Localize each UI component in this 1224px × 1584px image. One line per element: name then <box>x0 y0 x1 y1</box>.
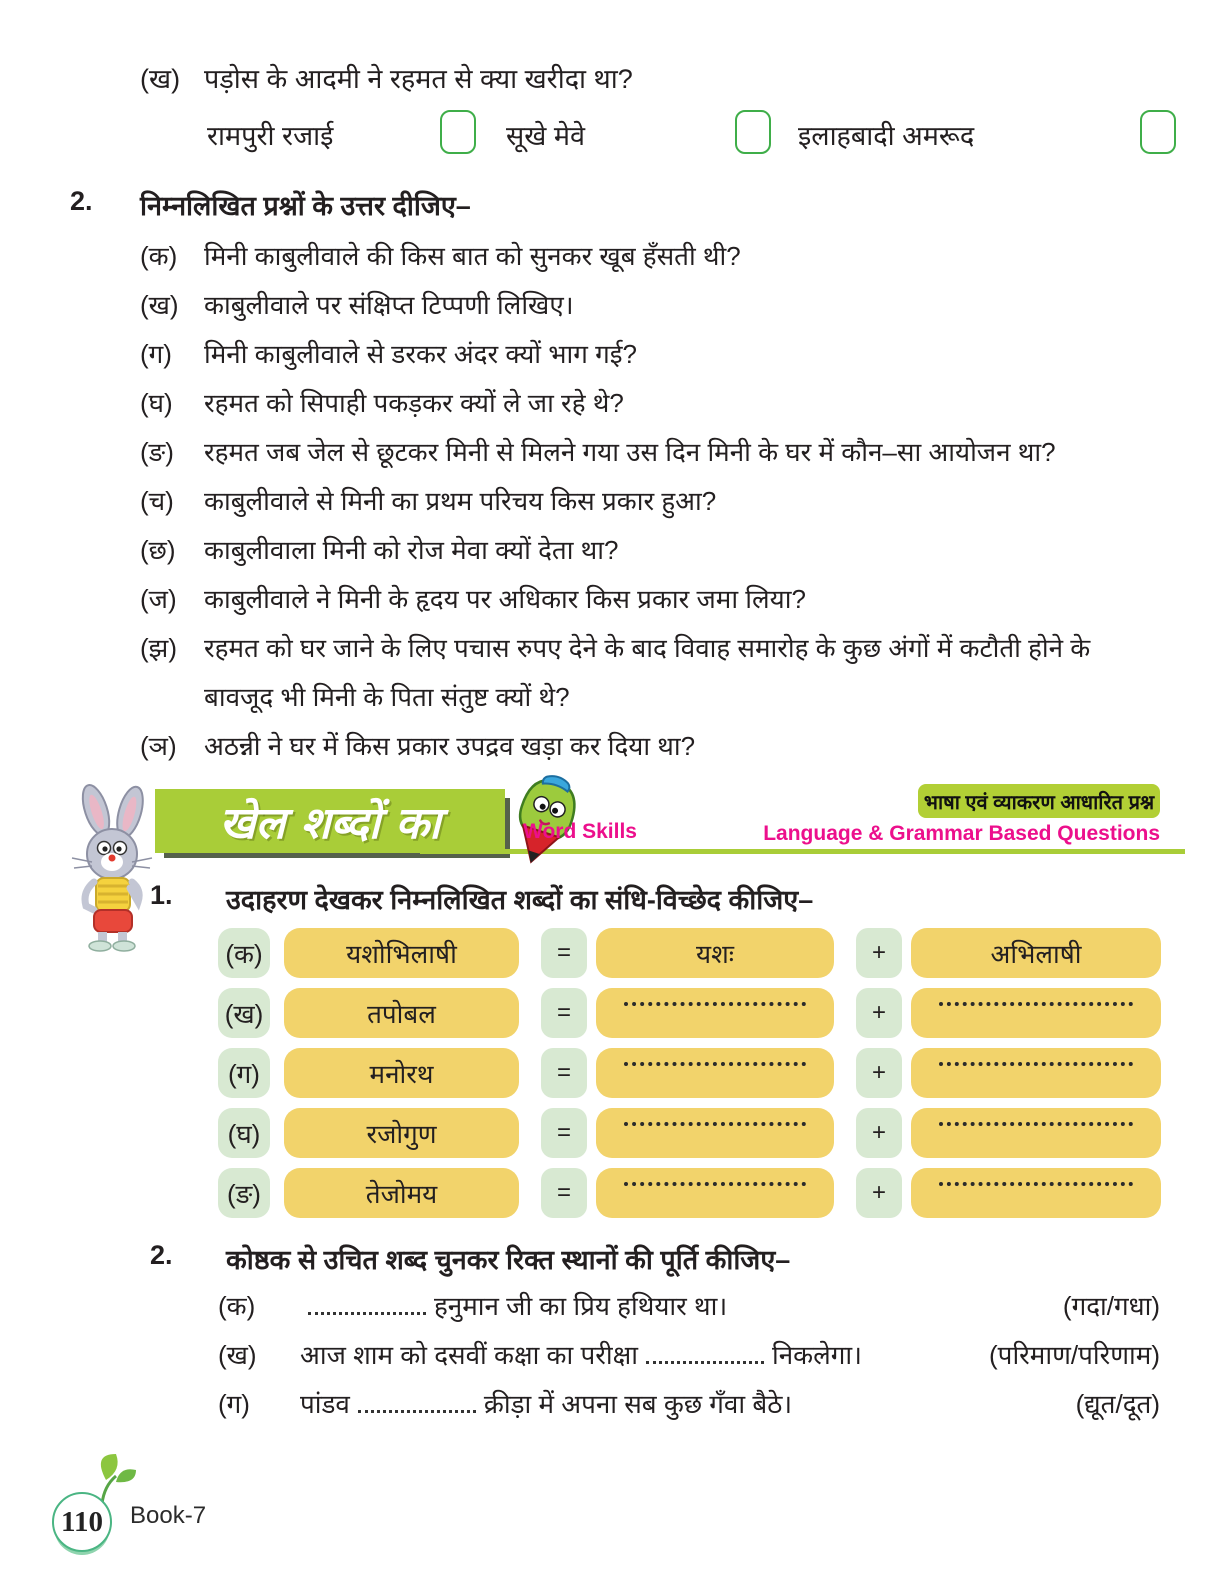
word-pill: तेजोमय <box>284 1168 519 1218</box>
table-row <box>218 1048 1168 1098</box>
mcq-options-row <box>140 108 1184 158</box>
list-item: (क) मिनी काबुलीवाले की किस बात को सुनकर खूब हँसती थी? <box>140 241 741 271</box>
mcq-option-3-checkbox[interactable] <box>1140 110 1176 154</box>
list-item: (ञ) अठन्नी ने घर में किस प्रकार उपद्रव खड़ा कर दिया था? <box>140 731 696 761</box>
grammar-badge-english: Language & Grammar Based Questions <box>763 822 1160 845</box>
row-label: (ख) <box>218 988 270 1038</box>
mcq-option-2-label: सूखे मेवे <box>506 121 585 151</box>
question-2-list <box>140 232 1150 771</box>
row-label: (ङ) <box>218 1168 270 1218</box>
table-row <box>218 988 1168 1038</box>
mcq-question-row <box>140 62 1170 96</box>
list-item: (ख) काबुलीवाले पर संक्षिप्त टिप्पणी लिखिए। <box>140 290 574 320</box>
equals-sign: = <box>541 1048 587 1098</box>
mcq-question-text: पड़ोस के आदमी ने रहमत से क्या खरीदा था? <box>204 64 633 94</box>
word-pill: तपोबल <box>284 988 519 1038</box>
word-pill: रजोगुण <box>284 1108 519 1158</box>
table-row <box>218 928 1168 978</box>
grammar-badge: भाषा एवं व्याकरण आधारित प्रश्न <box>918 784 1160 818</box>
answer-blank[interactable] <box>646 1345 764 1364</box>
answer-blank-pill[interactable] <box>911 1108 1161 1158</box>
plus-sign: + <box>856 1048 902 1098</box>
answer-blank-pill[interactable] <box>596 1168 834 1218</box>
mcq-option-1-label: रामपुरी रजाई <box>207 121 334 151</box>
answer-blank[interactable] <box>358 1394 476 1413</box>
word-skills-banner <box>155 789 505 853</box>
question-2-heading-row <box>70 186 1160 223</box>
list-item: (ङ) रहमत जब जेल से छूटकर मिनी से मिलने गया उस दिन मिनी के घर में कौन–सा आयोजन था? <box>140 437 1056 467</box>
ws-question-1-heading: उदाहरण देखकर निम्नलिखित शब्दों का संधि-विच्छेद कीजिए– <box>226 885 814 915</box>
bracket-options: (परिमाण/परिणाम) <box>989 1340 1160 1370</box>
list-item: (क) हनुमान जी का प्रिय हथियार था। (गदा/गधा) <box>218 1282 1160 1331</box>
mcq-option-3-label: इलाहबादी अमरूद <box>798 121 975 151</box>
book-label: Book-7 <box>130 1502 207 1529</box>
ws-question-2-heading-row <box>150 1240 1150 1277</box>
list-item: (ज) काबुलीवाले ने मिनी के हृदय पर अधिकार किस प्रकार जमा लिया? <box>140 584 806 614</box>
list-item: (छ) काबुलीवाला मिनी को रोज मेवा क्यों देता था? <box>140 535 619 565</box>
answer-blank-pill[interactable] <box>911 988 1161 1038</box>
ws-question-1-number: 1. <box>150 880 173 910</box>
answer-blank[interactable] <box>308 1296 426 1315</box>
bracket-options: (द्यूत/दूत) <box>1075 1389 1160 1419</box>
row-label: (क) <box>218 928 270 978</box>
word-pill: मनोरथ <box>284 1048 519 1098</box>
list-item: (च) काबुलीवाले से मिनी का प्रथम परिचय किस प्रकार हुआ? <box>140 486 717 516</box>
page-number: 110 <box>61 1505 103 1538</box>
plus-sign: + <box>856 1108 902 1158</box>
mcq-question-label: (ख) <box>140 64 181 94</box>
ws-question-2-heading: कोष्ठक से उचित शब्द चुनकर रिक्त स्थानों की पूर्ति कीजिए– <box>226 1245 791 1275</box>
word-skills-subtitle: Word Skills <box>523 820 637 843</box>
row-label: (घ) <box>218 1108 270 1158</box>
answer-pill: अभिलाषी <box>911 928 1161 978</box>
plus-sign: + <box>856 988 902 1038</box>
list-item: (ग) पांडव क्रीड़ा में अपना सब कुछ गँवा बैठे। (द्यूत/दूत) <box>218 1380 1160 1429</box>
equals-sign: = <box>541 988 587 1038</box>
sandhi-table <box>218 928 1168 1228</box>
table-row <box>218 1108 1168 1158</box>
answer-blank-pill[interactable] <box>596 988 834 1038</box>
question-2-heading: निम्नलिखित प्रश्नों के उत्तर दीजिए– <box>140 191 471 221</box>
fill-blank-list <box>218 1282 1160 1429</box>
rabbit-mascot-icon <box>58 782 168 952</box>
page-number-badge <box>52 1492 112 1552</box>
mcq-option-2-checkbox[interactable] <box>735 110 771 154</box>
word-skills-banner-title: खेल शब्दों का <box>219 798 441 849</box>
answer-blank-pill[interactable] <box>911 1168 1161 1218</box>
answer-blank-pill[interactable] <box>911 1048 1161 1098</box>
equals-sign: = <box>541 928 587 978</box>
equals-sign: = <box>541 1108 587 1158</box>
ws-question-2-number: 2. <box>150 1240 173 1270</box>
plus-sign: + <box>856 928 902 978</box>
list-item: (ग) मिनी काबुलीवाले से डरकर अंदर क्यों भाग गई? <box>140 339 638 369</box>
ws-question-1-heading-row <box>150 880 1150 917</box>
question-2-number: 2. <box>70 186 93 216</box>
bracket-options: (गदा/गधा) <box>1062 1291 1160 1321</box>
plus-sign: + <box>856 1168 902 1218</box>
mcq-option-1-checkbox[interactable] <box>440 110 476 154</box>
equals-sign: = <box>541 1168 587 1218</box>
list-item: (घ) रहमत को सिपाही पकड़कर क्यों ले जा रहे थे? <box>140 388 624 418</box>
list-item: (झ) रहमत को घर जाने के लिए पचास रुपए देने के बाद विवाह समारोह के कुछ अंगों में कटौती होने के बावजूद भी मिनी के पिता संतुष्ट क्यों थे? <box>140 633 1091 712</box>
answer-blank-pill[interactable] <box>596 1048 834 1098</box>
answer-blank-pill[interactable] <box>596 1108 834 1158</box>
answer-pill: यशः <box>596 928 834 978</box>
list-item: (ख) आज शाम को दसवीं कक्षा का परीक्षा निकलेगा। (परिमाण/परिणाम) <box>218 1331 1160 1380</box>
word-pill: यशोभिलाषी <box>284 928 519 978</box>
table-row <box>218 1168 1168 1218</box>
row-label: (ग) <box>218 1048 270 1098</box>
